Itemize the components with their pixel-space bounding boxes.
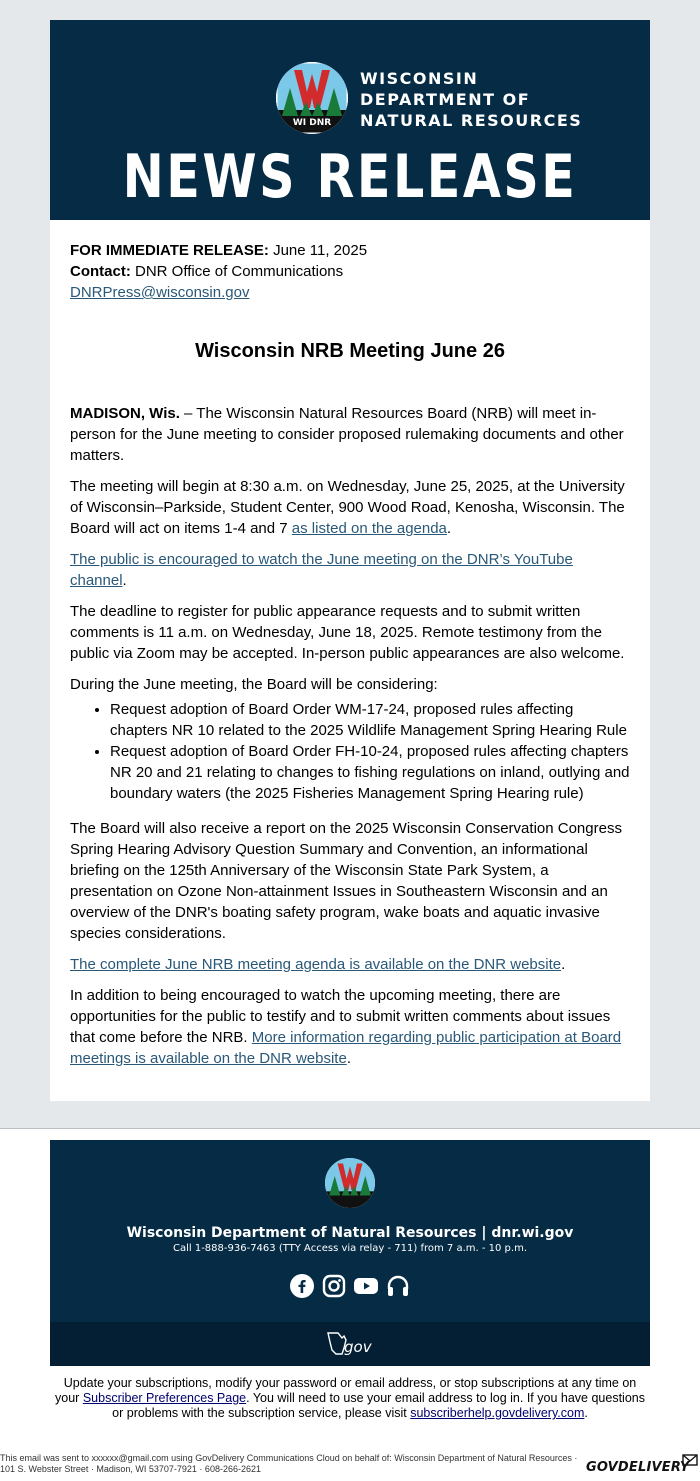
instagram-icon[interactable] <box>322 1274 346 1298</box>
logo-text: WI DNR <box>292 118 332 128</box>
release-title: Wisconsin NRB Meeting June 26 <box>195 340 505 362</box>
list-item: • Request adoption of Board Order FH-10-24, proposed rules affecting chapters NR 20 and 21 relating to changes to fishing regulations on inland, outlying and boundary waters (the 2025 Fisheries Management Spring Hearing rule) <box>110 741 630 804</box>
org-line-3: NATURAL RESOURCES <box>360 111 583 130</box>
dnr-logo-badge <box>276 62 348 134</box>
news-release-card <box>50 20 650 1101</box>
contact-label: Contact: <box>70 263 131 280</box>
agenda-link[interactable]: as listed on the agenda <box>291 520 447 537</box>
facebook-icon[interactable] <box>290 1274 314 1298</box>
wisconsin-gov-text: gov <box>344 1338 372 1356</box>
paragraph-full-agenda <box>70 954 630 975</box>
govdelivery-text: GOVDELIVERY <box>586 1460 690 1475</box>
subscription-text-2: . You will need to use your email address to log in. If you have questions or problems with the subscription service, please visit <box>112 1391 645 1420</box>
podcast-icon[interactable] <box>386 1274 410 1298</box>
subscription-notice <box>50 1376 650 1421</box>
footer-org: Wisconsin Department of Natural Resources | dnr.wi.gov <box>126 1225 574 1241</box>
social-links <box>290 1274 410 1300</box>
intro-text: – The Wisconsin Natural Resources Board (NRB) will meet in-person for the June meeting to consider proposed rulemaking documents and other matters. <box>70 405 624 464</box>
youtube-icon[interactable] <box>354 1274 378 1298</box>
participation-link[interactable]: More information regarding public participation at Board meetings is available on the DNR website <box>70 1029 622 1067</box>
footer-bottom-bar <box>50 1322 650 1366</box>
contact-value: DNR Office of Communications <box>135 263 344 280</box>
dnr-logo <box>276 62 583 134</box>
paragraph-meeting <box>70 476 630 539</box>
footer-call: Call 1-888-936-7463 (TTY Access via relay - 711) from 7 a.m. - 10 p.m. <box>172 1243 527 1254</box>
youtube-link[interactable]: The public is encouraged to watch the June meeting on the DNR’s YouTube channel <box>70 551 573 589</box>
subscriber-preferences-link[interactable]: Subscriber Preferences Page <box>82 1391 247 1405</box>
paragraph-youtube <box>70 549 630 591</box>
meeting-end: . <box>446 520 452 537</box>
participation-end: . <box>346 1050 351 1067</box>
list-item: • Request adoption of Board Order WM-17-24, proposed rules affecting chapters NR 10 related to the 2025 Wildlife Management Spring Hearing Rule <box>110 699 630 741</box>
org-name <box>360 68 582 131</box>
paragraph-intro <box>70 403 630 466</box>
footer <box>50 1140 650 1322</box>
release-content <box>50 220 650 1101</box>
wisconsin-gov-logo[interactable] <box>324 1330 376 1358</box>
participation-text: In addition to being encouraged to watch the upcoming meeting, there are opportunities for the public to testify and to submit written comments about issues that come before the NRB. <box>70 987 611 1046</box>
meeting-text: The meeting will begin at 8:30 a.m. on Wednesday, June 25, 2025, at the University of Wisconsin–Parkside, Student Center, 900 Wood Road, Kenosha, Wisconsin. The Board will act on items 1-4 and 7 <box>70 478 625 537</box>
footer-dnr-logo[interactable] <box>325 1158 375 1208</box>
paragraph-deadline: The deadline to register for public appearance requests and to submit written comments is 11 a.m. on Wednesday, June 18, 2025. Remote testimony from the public via Zoom may be accepted. In-person public appearances are also welcome. <box>70 603 625 662</box>
subscriber-help-link[interactable]: subscriberhelp.govdelivery.com <box>410 1406 585 1420</box>
header-banner <box>50 20 650 220</box>
govdelivery-logo[interactable] <box>586 1454 700 1478</box>
paragraph-considering: During the June meeting, the Board will be considering: <box>70 676 438 693</box>
press-email-link[interactable]: DNRPress@wisconsin.gov <box>70 284 250 301</box>
paragraph-report: The Board will also receive a report on the 2025 Wisconsin Conservation Congress Spring Hearing Advisory Question Summary and Convention, an informational briefing on the 125th Anniversary of the Wisconsin State Park System, a presentation on Ozone Non-attainment Issues in Southeastern Wisconsin and an overview of the DNR's boating safety program, wake boats and aquatic invasive species considerations. <box>70 820 622 942</box>
org-line-1: WISCONSIN <box>360 69 479 88</box>
paragraph-participation <box>70 985 630 1069</box>
legal-footer: This email was sent to xxxxxx@gmail.com using GovDelivery Communications Cloud on behalf of: Wisconsin Department of Natural Resources · 101 S. Webster Street · Madison, WI 53707-7921 · 608-266-2621 <box>0 1453 578 1474</box>
release-date: June 11, 2025 <box>273 242 368 259</box>
release-label: FOR IMMEDIATE RELEASE: <box>70 242 269 259</box>
subscription-text-3: . <box>584 1406 588 1420</box>
full-agenda-end: . <box>561 956 566 973</box>
dateline: MADISON, Wis. <box>70 405 180 422</box>
full-agenda-link[interactable]: The complete June NRB meeting agenda is available on the DNR website <box>70 956 562 973</box>
subscription-text-1: Update your subscriptions, modify your password or email address, or stop subscriptions at any time on your <box>55 1376 637 1405</box>
release-meta <box>70 240 630 303</box>
page-headline: NEWS RELEASE <box>122 142 578 212</box>
org-line-2: DEPARTMENT OF <box>360 90 531 109</box>
youtube-end: . <box>122 572 127 589</box>
agenda-list <box>70 699 630 804</box>
